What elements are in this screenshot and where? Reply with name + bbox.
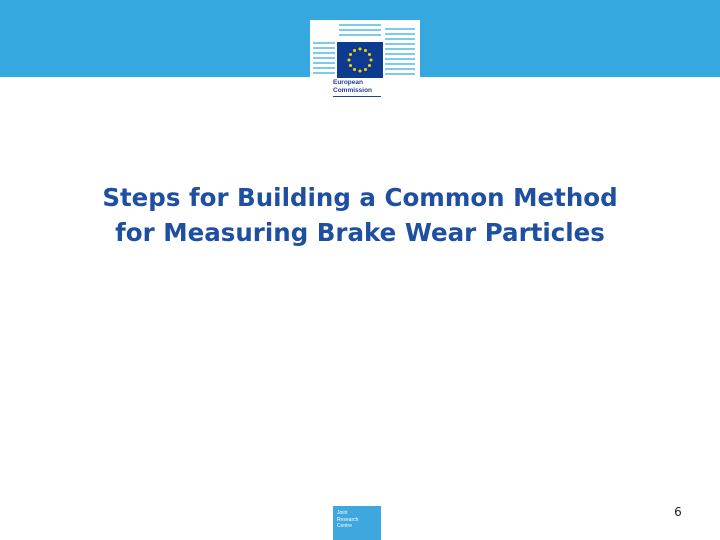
jrc-line-1: Joint (337, 510, 348, 516)
slide-title-line-2: for Measuring Brake Wear Particles (115, 218, 605, 247)
jrc-line-2: Research (337, 516, 359, 523)
slide-title (40, 180, 680, 250)
european-commission-wordmark (333, 79, 372, 95)
logo-line-1: European (333, 79, 363, 86)
logo-underline (333, 96, 381, 97)
logo-line-2: Commission (333, 87, 373, 94)
page-number: 6 (674, 505, 682, 519)
jrc-line-3: Centre (337, 523, 353, 529)
slide-title-line-1: Steps for Building a Common Method (102, 183, 618, 212)
jrc-wordmark (337, 510, 358, 530)
